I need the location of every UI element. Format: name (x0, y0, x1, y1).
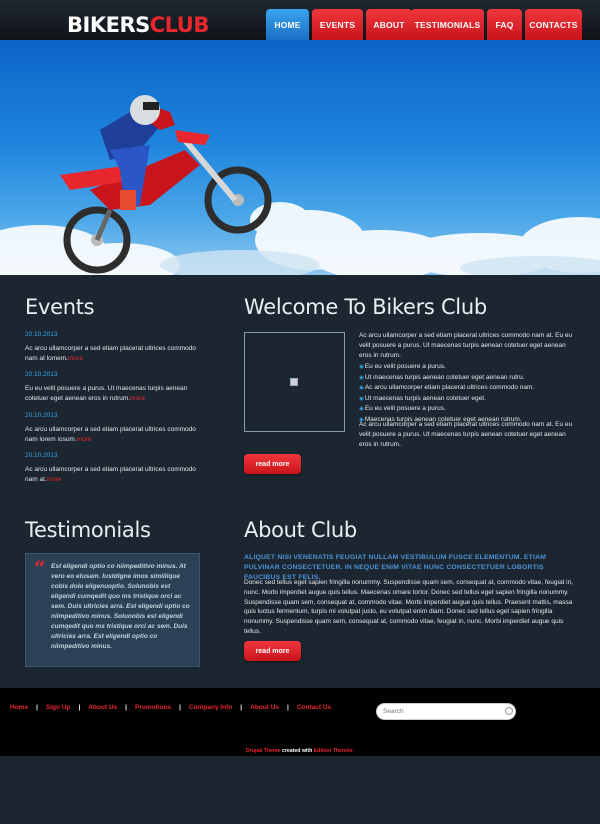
event-text (25, 344, 205, 364)
list-item: ◉ Eu eu velit posuere a purus. (359, 362, 579, 373)
footer-link-home[interactable]: Home (10, 704, 29, 711)
about-read-more-button[interactable]: read more (244, 641, 301, 661)
footer-credit (0, 748, 600, 754)
nav-contacts[interactable]: CONTACTS (525, 9, 582, 40)
event-text (25, 465, 205, 485)
footer-link-promotions[interactable]: Promotions (135, 704, 172, 711)
list-item: ◉ Ut maecenas turpis aenean cotetuer eget aenean rutru. (359, 373, 579, 384)
footer-links (10, 704, 331, 711)
welcome-list (359, 362, 579, 426)
hero-image (0, 40, 600, 275)
credit-link-themler[interactable]: Edition Themler. (313, 748, 355, 754)
nav-faq[interactable]: FAQ (487, 9, 522, 40)
welcome-paragraph: Ac arcu ullamcorper a sed etiam placerat ultrices commodo nam at. Eu eu velit posuere a purus. Ut maecenas turpis aenean cotetuer eget aenean eros in rutrum. (359, 332, 573, 359)
separator: | (36, 704, 38, 711)
event-description: Ac arcu ullamcorper a sed etiam placerat ultrices commodo nam at. (25, 466, 196, 483)
separator: | (179, 704, 181, 711)
credit-text: created with (280, 748, 314, 754)
logo-part-1: BIKERS (67, 13, 150, 37)
event-description: Eu eu velit posuere a purus. Ut maecenas turpis aenean cotetuer eget aenean eros in rutrum. (25, 385, 188, 402)
search-icon[interactable] (505, 707, 513, 715)
nav-home[interactable]: HOME (266, 9, 309, 40)
footer-search-input[interactable] (376, 703, 516, 720)
more-link[interactable]: more (46, 476, 62, 483)
more-link[interactable]: more (68, 355, 83, 362)
logo[interactable] (67, 13, 209, 37)
welcome-image-placeholder (244, 332, 345, 432)
list-item: ◉ Ac arcu ullamcorper etiam placerat ultrices commodo nam. (359, 383, 579, 394)
footer-link-company-info[interactable]: Company Info (188, 704, 233, 711)
credit-link-drupal[interactable]: Drupal Theme (245, 748, 281, 754)
nav-events[interactable]: EVENTS (312, 9, 363, 40)
footer-link-about-us-2[interactable]: About Us (250, 704, 280, 711)
welcome-paragraph-2: Ac arcu ullamcorper a sed etiam placerat ultrices commodo nam at. Eu eu velit posuere a purus. Ut maecenas turpis aenean cotetuer eget aenean eros in rutrum. (359, 421, 573, 448)
testimonial-text: Est eligendi optio co niimpeditivo minus. At vero eo etusam. Iustdigne imos simiilique cobis dolo eligenuoptio. Solunobis est eligendi cumqedit quo ms tristique orci ac sem. Duis ultricies arra. Est eligendi optio co niimpeditivo minus. Solunobis est eligendi cumqedit quo ms tristique orci ac sem. Duis ultricies arra. Est eligendi optio co niimpeditivo minus. (51, 563, 190, 650)
list-item: ◉ Ut maecenas turpis aenean cotetuer eget. (359, 394, 579, 405)
header (0, 0, 600, 40)
separator: | (78, 704, 81, 711)
broken-image-icon (290, 378, 298, 386)
event-date: 20.10.2013 (25, 412, 58, 419)
event-description: Ac arcu ullamcorper a sed etiam placerat ultrices commodo nam lorem iosum. (25, 426, 196, 443)
more-link[interactable]: more (130, 395, 145, 402)
about-lead: ALIQUET NISI VENENATIS FEUGIAT NULLAM VESTIBULUM FUSCE ELEMENTUM. ETIAM PULVINAR CONSECTETUER. IN NEQUE ENIM VITAE NUNC CONSECTETUER LOBORTIS FAUCIBUS EST FELIS. (244, 554, 547, 581)
separator: | (287, 704, 289, 711)
nav-testimonials[interactable]: TESTIMONIALS (411, 9, 484, 40)
event-date: 20.10.2013 (25, 331, 58, 338)
welcome-read-more-button[interactable]: read more (244, 454, 301, 474)
footer (0, 688, 600, 756)
about-heading: About Club (244, 518, 357, 542)
more-link[interactable]: more (76, 436, 92, 443)
logo-part-2: CLUB (149, 13, 209, 37)
footer-link-contact-us[interactable]: Contact Us (296, 704, 332, 711)
footer-link-about-us[interactable]: About Us (88, 704, 118, 711)
events-heading: Events (25, 295, 95, 319)
quote-icon: “ (34, 556, 46, 580)
separator: | (240, 704, 243, 711)
about-text: Donec sed tellus eget sapien fringilla nonummy. Suspendisse quam sem, consequat at, commodo vitae, feugiat in, nunc. Morbi imperdiet augue quis tellus. Maecenas omare tortor. Donec sed tellus eget sapien fringilla nonummy. Suspendisse quam sem, consequat at, commodo vitae. Morbi imperdiet augue quis tellus. Praesent mattis, massa quis luctus fermentum, turpis mi volutpat justo, eu volutpat enim diam. Donec sed tellus eget sapien fringilla nonummy. Suspendisse quam sem, consequat at, commodo vitae, feugiat in, nunc. Morbi imperdiet augue quis tellus. (244, 579, 574, 635)
footer-link-sign-up[interactable]: Sign Up (45, 704, 71, 711)
testimonials-heading: Testimonials (25, 518, 151, 542)
nav-about[interactable]: ABOUT (366, 9, 412, 40)
separator: | (125, 704, 127, 711)
event-text (25, 425, 205, 445)
testimonial-box (25, 553, 200, 667)
event-description: Ac arcu ullamcorper a sed etiam placerat ultrices commodo nam at lomem. (25, 345, 196, 362)
welcome-heading: Welcome To Bikers Club (244, 295, 487, 319)
event-text (25, 384, 205, 404)
event-date: 20.10.2013 (25, 371, 58, 378)
list-item: ◉ Maecenas turpis aenean cotetuer eget aenean rutrum. (359, 415, 579, 426)
event-date: 20.10.2013 (25, 452, 58, 459)
hero-banner (0, 40, 600, 275)
list-item: ◉ Eu eu velit posuere a purus. (359, 404, 579, 415)
bottom-bar (0, 756, 600, 824)
